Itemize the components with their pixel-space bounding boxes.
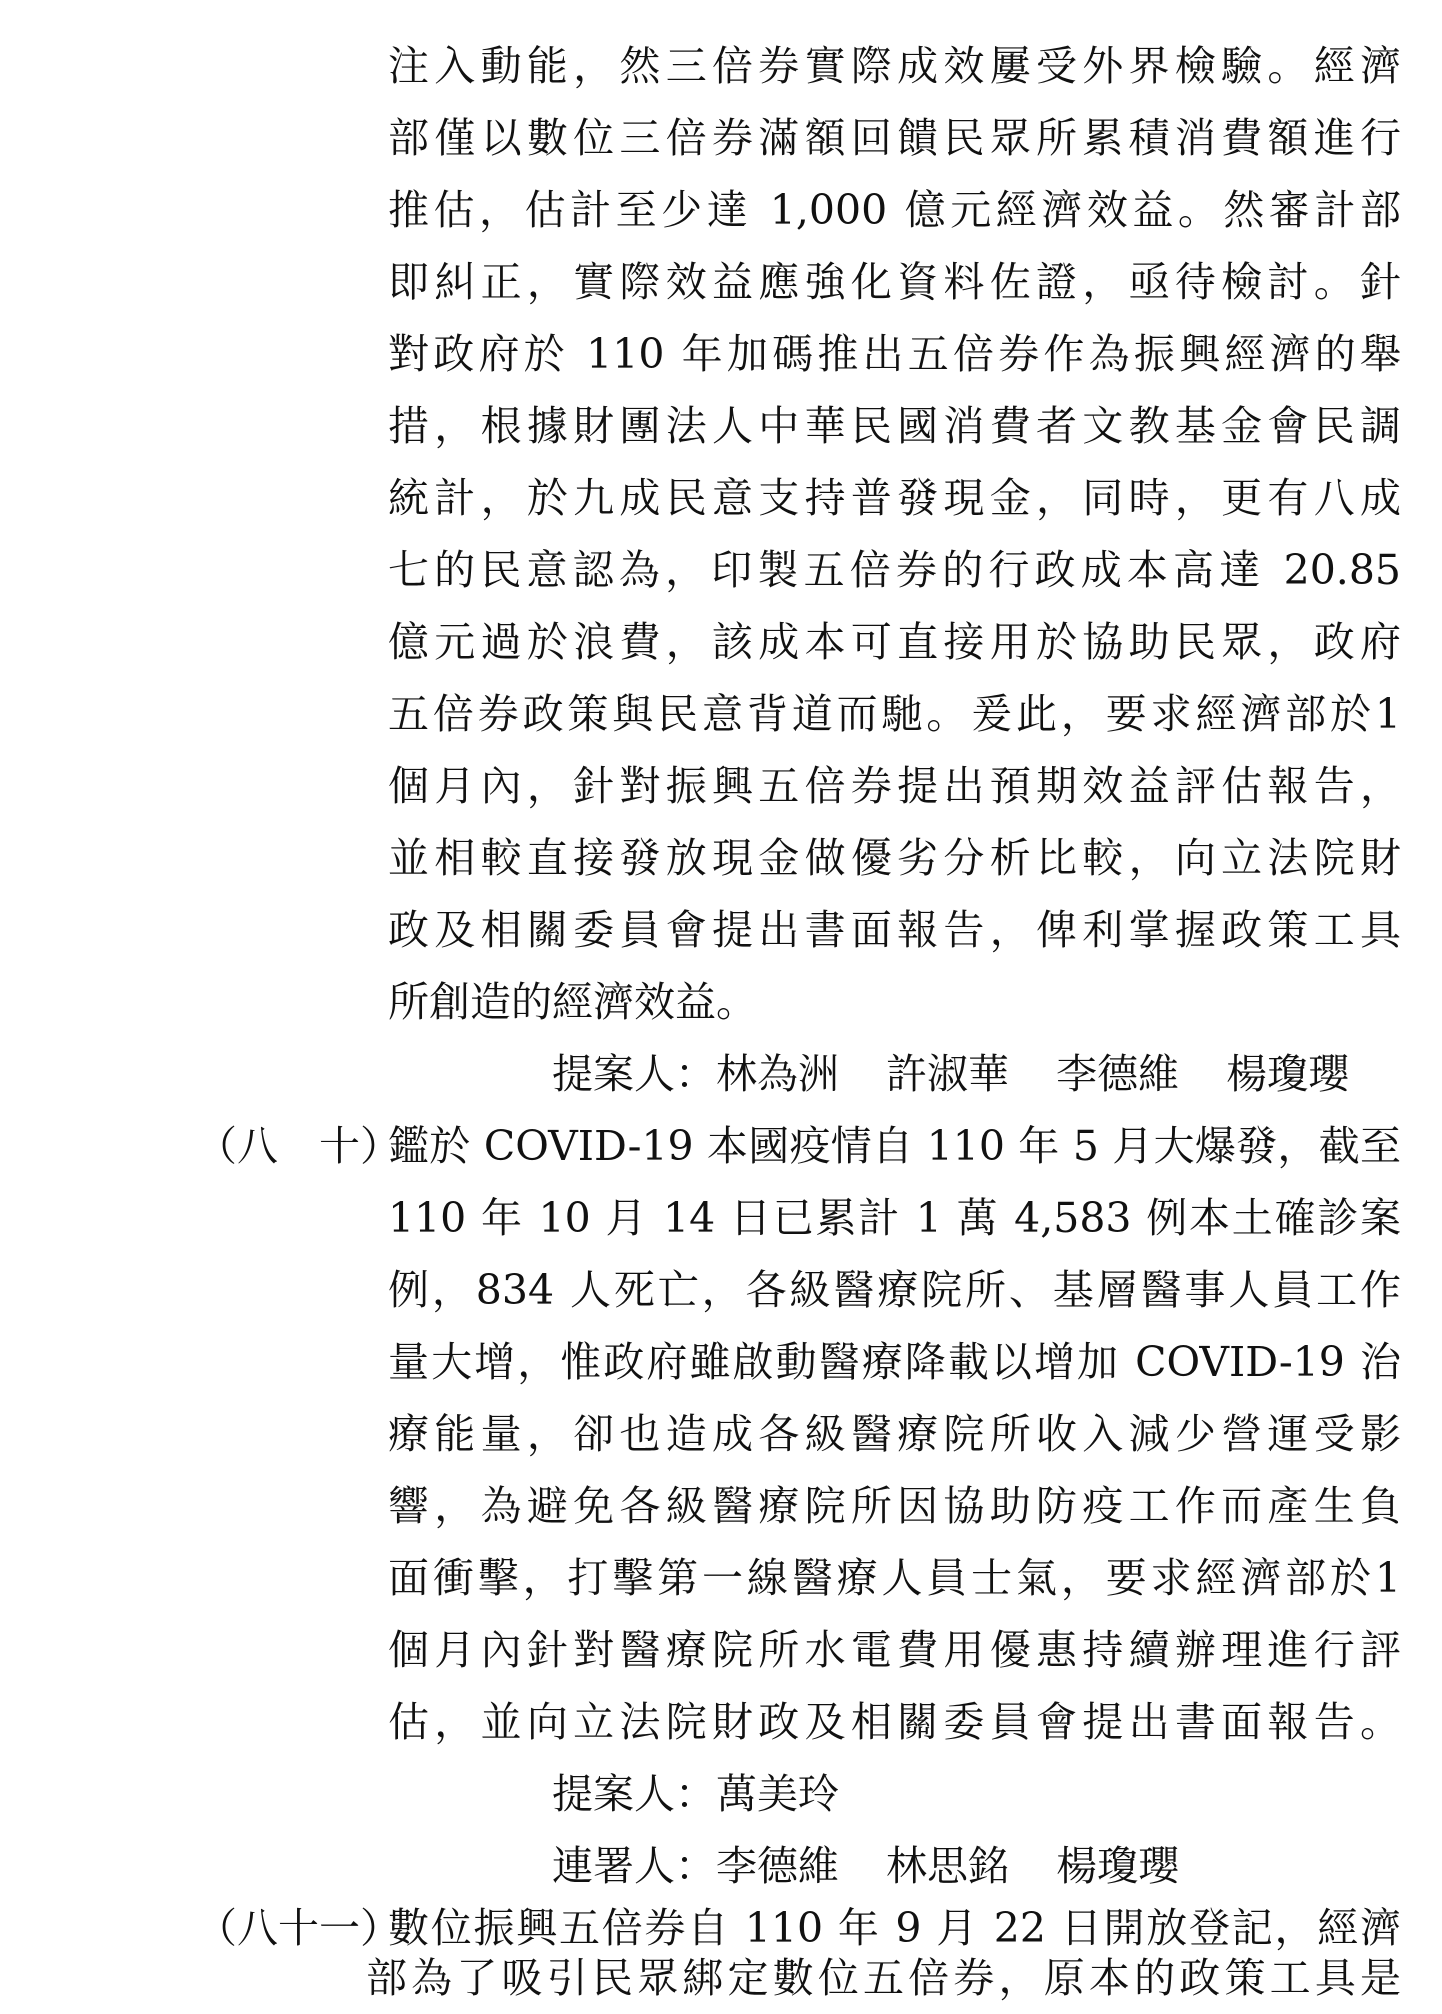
proposer-name: 萬美玲 bbox=[716, 1770, 839, 1818]
paragraph-line: 估，並向立法院財政及相關委員會提出書面報告。 bbox=[388, 1698, 1401, 1746]
paragraph-line: 數位振興五倍券自 110 年 9 月 22 日開放登記，經濟 bbox=[388, 1904, 1401, 1952]
paragraph-line: 統計，於九成民意支持普發現金，同時，更有八成 bbox=[388, 474, 1401, 522]
proposer-name: 許淑華 bbox=[886, 1050, 1010, 1098]
paragraph-line: 對政府於 110 年加碼推出五倍券作為振興經濟的舉 bbox=[388, 330, 1401, 378]
item-number-81: （八十一） bbox=[196, 1904, 401, 1952]
paragraph-line: 所創造的經濟效益。 bbox=[388, 978, 757, 1026]
proposer-name: 楊瓊瓔 bbox=[1226, 1050, 1350, 1098]
paragraph-line: 部為了吸引民眾綁定數位五倍券，原本的政策工具是 bbox=[366, 1954, 1401, 2002]
proposer-signature bbox=[552, 1038, 1349, 1110]
cosigner-label: 連署人： bbox=[552, 1842, 716, 1890]
paragraph-line: 面衝擊，打擊第一線醫療人員士氣，要求經濟部於1 bbox=[388, 1554, 1401, 1602]
proposer-name: 林為洲 bbox=[716, 1050, 839, 1098]
cosigner-name: 林思銘 bbox=[886, 1842, 1010, 1890]
paragraph-line: 億元過於浪費，該成本可直接用於協助民眾，政府 bbox=[388, 618, 1401, 666]
paragraph-line: 政及相關委員會提出書面報告，俾利掌握政策工具 bbox=[388, 906, 1401, 954]
paragraph-line: 並相較直接發放現金做優劣分析比較，向立法院財 bbox=[388, 834, 1401, 882]
paragraph-line: 響，為避免各級醫療院所因協助防疫工作而產生負 bbox=[388, 1482, 1401, 1530]
paragraph-line: 例，834 人死亡，各級醫療院所、基層醫事人員工作 bbox=[388, 1266, 1401, 1314]
proposer-name: 李德維 bbox=[1056, 1050, 1180, 1098]
paragraph-line: 措，根據財團法人中華民國消費者文教基金會民調 bbox=[388, 402, 1401, 450]
paragraph-line: 七的民意認為，印製五倍券的行政成本高達 20.85 bbox=[388, 546, 1401, 594]
paragraph-line: 即糾正，實際效益應強化資料佐證，亟待檢討。針 bbox=[388, 258, 1401, 306]
paragraph-line: 個月內針對醫療院所水電費用優惠持續辦理進行評 bbox=[388, 1626, 1401, 1674]
proposer-label: 提案人： bbox=[552, 1770, 716, 1818]
item-number-80: （八 十） bbox=[196, 1122, 401, 1170]
cosigner-name: 楊瓊瓔 bbox=[1056, 1842, 1180, 1890]
paragraph-line: 部僅以數位三倍券滿額回饋民眾所累積消費額進行 bbox=[388, 114, 1401, 162]
paragraph-line: 推估，估計至少達 1,000 億元經濟效益。然審計部 bbox=[388, 186, 1401, 234]
paragraph-line: 鑑於 COVID-19 本國疫情自 110 年 5 月大爆發，截至 bbox=[388, 1122, 1401, 1170]
proposer-label: 提案人： bbox=[552, 1050, 716, 1098]
paragraph-line: 量大增，惟政府雖啟動醫療降載以增加 COVID-19 治 bbox=[388, 1338, 1401, 1386]
cosigner-name: 李德維 bbox=[716, 1842, 839, 1890]
paragraph-line: 療能量，卻也造成各級醫療院所收入減少營運受影 bbox=[388, 1410, 1401, 1458]
proposer-signature bbox=[552, 1758, 839, 1830]
paragraph-line: 五倍券政策與民意背道而馳。爰此，要求經濟部於1 bbox=[388, 690, 1401, 738]
paragraph-line: 注入動能，然三倍券實際成效屢受外界檢驗。經濟 bbox=[388, 42, 1401, 90]
paragraph-line: 個月內，針對振興五倍券提出預期效益評估報告， bbox=[388, 762, 1401, 810]
paragraph-line: 110 年 10 月 14 日已累計 1 萬 4,583 例本土確診案 bbox=[388, 1194, 1401, 1242]
